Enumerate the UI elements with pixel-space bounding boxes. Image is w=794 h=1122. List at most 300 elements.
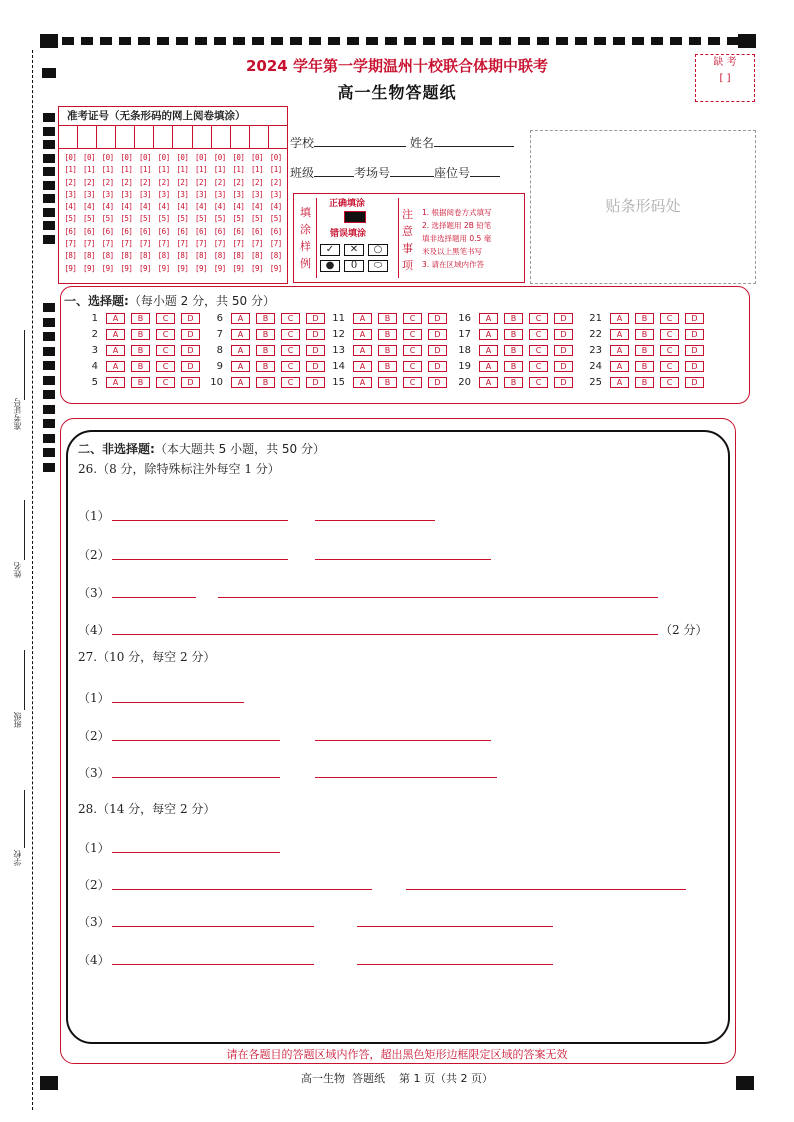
mc-option-bubble[interactable]: B [378, 377, 397, 388]
free-response-area[interactable] [66, 430, 730, 1044]
mc-option-bubble[interactable]: A [479, 313, 498, 324]
mc-option-bubble[interactable]: C [156, 329, 175, 340]
exam-id-bubble[interactable]: [2] [213, 177, 226, 187]
mc-option-bubble[interactable]: C [660, 377, 679, 388]
exam-id-bubble[interactable]: [9] [176, 263, 189, 273]
q26-answer-line[interactable] [315, 520, 435, 521]
q27-blank-2-label: （2） [78, 729, 110, 743]
mc-option-bubble[interactable]: D [181, 313, 200, 324]
mc-option-bubble[interactable]: C [281, 313, 300, 324]
exam-id-bubble[interactable]: [6] [176, 226, 189, 236]
mc-option-bubble[interactable]: D [428, 377, 447, 388]
q28-answer-line[interactable] [112, 964, 314, 965]
exam-id-bubble[interactable]: [4] [176, 202, 189, 212]
exam-id-bubble[interactable]: [2] [195, 177, 208, 187]
mc-option-bubble[interactable]: A [353, 361, 372, 372]
exam-id-bubbles[interactable] [59, 149, 287, 275]
exam-id-bubble[interactable]: [7] [101, 239, 114, 249]
mc-question-8[interactable] [209, 345, 331, 356]
exam-id-bubble[interactable]: [5] [176, 214, 189, 224]
side-label-class: 班级 [13, 712, 22, 728]
exam-id-bubble[interactable]: [3] [232, 189, 245, 199]
mc-option-bubble[interactable]: B [131, 329, 150, 340]
exam-id-digit-row[interactable] [59, 213, 287, 225]
mc-option-bubble[interactable]: C [529, 329, 548, 340]
q27-blank-1-label: （1） [78, 691, 110, 705]
mc-option-bubble[interactable]: A [231, 345, 250, 356]
mc-option-bubble[interactable]: C [660, 345, 679, 356]
exam-id-bubble[interactable]: [2] [139, 177, 152, 187]
exam-id-bubble[interactable]: [2] [82, 177, 96, 187]
exam-id-bubble[interactable]: [4] [82, 202, 96, 212]
mc-option-bubble[interactable]: B [131, 377, 150, 388]
mc-option-bubble[interactable]: D [685, 361, 704, 372]
mc-option-bubble[interactable]: D [306, 313, 325, 324]
mc-option-bubble[interactable]: A [610, 313, 629, 324]
mc-question-number: 24 [589, 361, 602, 372]
mc-option-bubble[interactable]: A [610, 345, 629, 356]
mc-option-bubble[interactable]: D [428, 345, 447, 356]
mc-option-bubble[interactable]: C [156, 345, 175, 356]
mc-question-2[interactable] [84, 329, 206, 340]
exam-id-bubble[interactable]: [5] [213, 214, 226, 224]
mc-option-bubble[interactable]: A [106, 377, 125, 388]
exam-id-bubble[interactable]: [2] [176, 177, 189, 187]
mc-option-bubble[interactable]: D [306, 329, 325, 340]
exam-id-bubble[interactable]: [4] [120, 202, 133, 212]
exam-id-bubble[interactable]: [3] [64, 189, 77, 199]
mc-question-19[interactable] [457, 361, 579, 372]
exam-id-bubble[interactable]: [9] [64, 263, 77, 273]
mc-option-bubble[interactable]: D [554, 313, 573, 324]
mc-question-number: 22 [589, 329, 602, 340]
mc-option-bubble[interactable]: A [353, 313, 372, 324]
mc-option-bubble[interactable]: B [256, 313, 275, 324]
mc-option-bubble[interactable]: A [231, 313, 250, 324]
mc-option-bubble[interactable]: D [554, 361, 573, 372]
exam-id-bubble[interactable]: [7] [269, 239, 282, 249]
exam-id-bubble[interactable]: [2] [232, 177, 245, 187]
exam-id-bubble[interactable]: [0] [213, 153, 226, 162]
exam-id-bubble[interactable]: [2] [251, 177, 264, 187]
exam-id-bubble[interactable]: [9] [232, 263, 245, 273]
mc-question-18[interactable] [457, 345, 579, 356]
mc-option-bubble[interactable]: B [635, 329, 654, 340]
mc-option-bubble[interactable]: D [428, 361, 447, 372]
exam-id-bubble[interactable]: [9] [195, 263, 208, 273]
mc-option-bubble[interactable]: C [529, 361, 548, 372]
mc-option-bubble[interactable]: D [306, 377, 325, 388]
exam-id-bubble[interactable]: [9] [120, 263, 133, 273]
exam-id-bubble[interactable]: [1] [82, 165, 96, 175]
exam-id-bubble[interactable]: [2] [269, 177, 282, 187]
mc-option-bubble[interactable]: C [403, 313, 422, 324]
mc-question-25[interactable] [588, 377, 710, 388]
exam-id-bubble[interactable]: [8] [176, 251, 189, 261]
mc-question-number: 23 [589, 345, 602, 356]
exam-id-bubble[interactable]: [2] [157, 177, 170, 187]
exam-id-bubble[interactable]: [3] [157, 189, 170, 199]
mc-option-bubble[interactable]: D [554, 329, 573, 340]
mc-option-bubble[interactable]: B [378, 361, 397, 372]
exam-id-bubble[interactable]: [7] [176, 239, 189, 249]
mc-option-bubble[interactable]: B [378, 313, 397, 324]
exam-id-bubble[interactable]: [9] [251, 263, 264, 273]
exam-id-bubble[interactable]: [3] [82, 189, 96, 199]
q27-answer-line[interactable] [315, 777, 497, 778]
exam-id-bubble[interactable]: [6] [232, 226, 245, 236]
q27-answer-line[interactable] [112, 702, 244, 703]
q26-answer-line[interactable] [315, 559, 491, 560]
mc-option-bubble[interactable]: C [403, 377, 422, 388]
exam-id-digit-row[interactable] [59, 201, 287, 213]
mc-option-bubble[interactable]: C [403, 361, 422, 372]
mc-option-bubble[interactable]: C [660, 361, 679, 372]
exam-id-bubble[interactable]: [7] [82, 239, 96, 249]
exam-id-bubble[interactable]: [8] [101, 251, 114, 261]
exam-id-bubble[interactable]: [8] [213, 251, 226, 261]
exam-id-bubble[interactable]: [6] [195, 226, 208, 236]
q26-answer-line[interactable] [218, 597, 658, 598]
q28-answer-line[interactable] [112, 889, 372, 890]
exam-id-bubble[interactable]: [4] [157, 202, 170, 212]
exam-id-bubble[interactable]: [1] [120, 165, 133, 175]
mc-option-bubble[interactable]: B [635, 361, 654, 372]
mc-option-bubble[interactable]: B [131, 361, 150, 372]
exam-id-bubble[interactable]: [8] [82, 251, 96, 261]
mc-option-bubble[interactable]: D [554, 345, 573, 356]
mc-option-bubble[interactable]: D [181, 361, 200, 372]
mc-question-22[interactable] [588, 329, 710, 340]
mc-option-bubble[interactable]: A [231, 361, 250, 372]
q26-blank-1-label: （1） [78, 509, 110, 523]
q26-answer-line[interactable] [112, 520, 288, 521]
exam-id-bubble[interactable]: [4] [251, 202, 264, 212]
mc-option-bubble[interactable]: A [479, 377, 498, 388]
exam-id-bubble[interactable]: [1] [195, 165, 208, 175]
mc-option-bubble[interactable]: B [256, 345, 275, 356]
exam-id-bubble[interactable]: [0] [139, 153, 152, 162]
mc-option-bubble[interactable]: A [106, 361, 125, 372]
mc-option-bubble[interactable]: A [610, 377, 629, 388]
mc-option-bubble[interactable]: D [181, 329, 200, 340]
mc-option-bubble[interactable]: B [635, 313, 654, 324]
exam-id-bubble[interactable]: [9] [101, 263, 114, 273]
exam-id-bubble[interactable]: [6] [64, 226, 77, 236]
q26-answer-line[interactable] [112, 634, 658, 635]
exam-id-bubble[interactable]: [5] [157, 214, 170, 224]
mc-option-bubble[interactable]: A [479, 329, 498, 340]
exam-room-label: 考场号 [354, 166, 391, 180]
q28-answer-line[interactable] [406, 889, 686, 890]
timing-mark [43, 113, 55, 122]
notes-divider [398, 198, 399, 278]
mc-option-bubble[interactable]: C [403, 345, 422, 356]
timing-mark [43, 140, 55, 149]
mc-option-bubble[interactable]: D [306, 345, 325, 356]
mc-question-20[interactable] [457, 377, 579, 388]
mc-option-bubble[interactable]: C [281, 377, 300, 388]
mc-question-7[interactable] [209, 329, 331, 340]
q28-answer-line[interactable] [112, 926, 314, 927]
mc-option-bubble[interactable]: C [403, 329, 422, 340]
exam-id-bubble[interactable]: [0] [251, 153, 264, 162]
mc-option-bubble[interactable]: B [504, 329, 523, 340]
mc-option-bubble[interactable]: C [281, 361, 300, 372]
exam-id-bubble[interactable]: [0] [120, 153, 133, 162]
mc-option-bubble[interactable]: D [181, 345, 200, 356]
side-label-id: 准考证号 [13, 398, 22, 430]
exam-id-digit-row[interactable] [59, 226, 287, 238]
mc-option-bubble[interactable]: B [504, 313, 523, 324]
mc-option-bubble[interactable]: B [378, 329, 397, 340]
mc-option-bubble[interactable]: B [635, 377, 654, 388]
exam-id-bubble[interactable]: [4] [101, 202, 114, 212]
exam-id-bubble[interactable]: [1] [157, 165, 170, 175]
mc-question-16[interactable] [457, 313, 579, 324]
mc-option-bubble[interactable]: D [554, 377, 573, 388]
exam-id-bubble[interactable]: [4] [213, 202, 226, 212]
exam-id-bubble[interactable]: [0] [195, 153, 208, 162]
exam-id-bubble[interactable]: [3] [101, 189, 114, 199]
exam-id-bubble[interactable]: [9] [82, 263, 96, 273]
timing-mark [43, 419, 55, 428]
exam-id-bubble[interactable]: [0] [64, 153, 77, 162]
class-field[interactable] [290, 164, 500, 181]
exam-id-bubble[interactable]: [6] [120, 226, 133, 236]
q27-answer-line[interactable] [112, 777, 280, 778]
exam-id-write-cells[interactable] [59, 126, 287, 149]
mc-option-bubble[interactable]: D [181, 377, 200, 388]
exam-id-bubble[interactable]: [6] [82, 226, 96, 236]
mc-question-number: 16 [458, 313, 471, 324]
mc-question-3[interactable] [84, 345, 206, 356]
exam-id-bubble[interactable]: [0] [232, 153, 245, 162]
mc-option-bubble[interactable]: A [353, 329, 372, 340]
mc-question-21[interactable] [588, 313, 710, 324]
q27-answer-line[interactable] [112, 740, 280, 741]
mc-option-bubble[interactable]: B [504, 377, 523, 388]
mc-option-bubble[interactable]: D [306, 361, 325, 372]
correct-fill-mark [344, 211, 366, 223]
exam-id-bubble[interactable]: [9] [139, 263, 152, 273]
mc-question-10[interactable] [209, 377, 331, 388]
exam-id-bubble[interactable]: [7] [195, 239, 208, 249]
mc-question-6[interactable] [209, 313, 331, 324]
exam-id-bubble[interactable]: [9] [157, 263, 170, 273]
mc-option-bubble[interactable]: A [479, 345, 498, 356]
exam-id-bubble[interactable]: [5] [101, 214, 114, 224]
exam-id-bubble[interactable]: [7] [120, 239, 133, 249]
exam-id-bubble[interactable]: [6] [157, 226, 170, 236]
exam-id-bubble[interactable]: [1] [232, 165, 245, 175]
mc-question-17[interactable] [457, 329, 579, 340]
mc-question-24[interactable] [588, 361, 710, 372]
exam-id-bubble[interactable]: [5] [195, 214, 208, 224]
exam-id-bubble[interactable]: [0] [176, 153, 189, 162]
mc-option-bubble[interactable]: D [685, 329, 704, 340]
exam-id-bubble[interactable]: [3] [139, 189, 152, 199]
exam-id-digit-row[interactable] [59, 164, 287, 176]
exam-id-bubble[interactable]: [4] [64, 202, 77, 212]
q28-answer-line[interactable] [112, 852, 280, 853]
mc-question-14[interactable] [331, 361, 453, 372]
exam-id-digit-row[interactable] [59, 189, 287, 201]
exam-id-bubble[interactable]: [5] [82, 214, 96, 224]
exam-id-bubble[interactable]: [4] [232, 202, 245, 212]
exam-id-bubble[interactable]: [6] [139, 226, 152, 236]
mc-option-bubble[interactable]: A [479, 361, 498, 372]
exam-id-bubble[interactable]: [5] [139, 214, 152, 224]
q28-answer-line[interactable] [357, 926, 553, 927]
mc-option-bubble[interactable]: C [281, 329, 300, 340]
mc-option-bubble[interactable]: B [131, 313, 150, 324]
exam-id-bubble[interactable]: [7] [213, 239, 226, 249]
correct-fill-label: 正确填涂 [329, 199, 366, 209]
exam-id-bubble[interactable]: [6] [101, 226, 114, 236]
exam-id-bubble[interactable]: [8] [120, 251, 133, 261]
mc-option-bubble[interactable]: D [428, 329, 447, 340]
exam-id-bubble[interactable]: [3] [213, 189, 226, 199]
exam-id-bubble[interactable]: [5] [232, 214, 245, 224]
exam-id-bubble[interactable]: [8] [157, 251, 170, 261]
q28-answer-line[interactable] [357, 964, 553, 965]
mc-question-9[interactable] [209, 361, 331, 372]
exam-id-bubble[interactable]: [1] [64, 165, 77, 175]
exam-id-bubble[interactable]: [5] [251, 214, 264, 224]
exam-id-bubble[interactable]: [2] [101, 177, 114, 187]
exam-id-bubble[interactable]: [8] [251, 251, 264, 261]
exam-id-bubble[interactable]: [8] [64, 251, 77, 261]
exam-id-bubble[interactable]: [7] [251, 239, 264, 249]
q26-answer-line[interactable] [112, 597, 196, 598]
exam-id-bubble[interactable]: [1] [269, 165, 282, 175]
exam-id-bubble[interactable]: [0] [101, 153, 114, 162]
exam-id-bubble[interactable]: [4] [195, 202, 208, 212]
exam-id-bubble[interactable]: [0] [269, 153, 282, 162]
mc-option-bubble[interactable]: A [231, 377, 250, 388]
mc-option-bubble[interactable]: A [610, 329, 629, 340]
exam-id-bubble[interactable]: [1] [251, 165, 264, 175]
exam-id-bubble[interactable]: [4] [269, 202, 282, 212]
exam-id-bubble[interactable]: [3] [176, 189, 189, 199]
mc-question-11[interactable] [331, 313, 453, 324]
mc-option-bubble[interactable]: A [353, 377, 372, 388]
exam-id-bubble[interactable]: [3] [195, 189, 208, 199]
mc-option-bubble[interactable]: A [106, 345, 125, 356]
mc-option-bubble[interactable]: A [231, 329, 250, 340]
mc-question-number: 10 [210, 377, 223, 388]
mc-option-bubble[interactable]: C [156, 313, 175, 324]
mc-option-bubble[interactable]: A [106, 313, 125, 324]
mc-option-bubble[interactable]: A [353, 345, 372, 356]
absent-checkbox[interactable]: [ ] [719, 73, 731, 84]
exam-id-bubble[interactable]: [3] [251, 189, 264, 199]
exam-id-digit-row[interactable] [59, 238, 287, 250]
mc-option-bubble[interactable]: C [660, 329, 679, 340]
mc-option-bubble[interactable]: B [504, 345, 523, 356]
mc-option-bubble[interactable]: C [529, 313, 548, 324]
exam-id-bubble[interactable]: [1] [213, 165, 226, 175]
mc-option-bubble[interactable]: D [685, 313, 704, 324]
exam-id-digit-row[interactable] [59, 177, 287, 189]
exam-id-bubble[interactable]: [8] [139, 251, 152, 261]
exam-id-bubble[interactable]: [2] [64, 177, 77, 187]
mc-question-4[interactable] [84, 361, 206, 372]
exam-id-bubble[interactable]: [5] [64, 214, 77, 224]
exam-id-bubble[interactable]: [7] [157, 239, 170, 249]
exam-id-bubble[interactable]: [0] [157, 153, 170, 162]
mc-option-bubble[interactable]: C [529, 345, 548, 356]
mc-option-bubble[interactable]: D [685, 345, 704, 356]
mc-question-5[interactable] [84, 377, 206, 388]
exam-id-digit-row[interactable] [59, 152, 287, 164]
exam-id-digit-row[interactable] [59, 263, 287, 275]
exam-id-bubble[interactable]: [1] [139, 165, 152, 175]
exam-id-bubble[interactable]: [7] [139, 239, 152, 249]
mc-question-1[interactable] [84, 313, 206, 324]
exam-id-bubble[interactable]: [1] [101, 165, 114, 175]
mc-option-bubble[interactable]: B [256, 329, 275, 340]
mc-question-12[interactable] [331, 329, 453, 340]
mc-option-bubble[interactable]: B [378, 345, 397, 356]
mc-option-bubble[interactable]: D [685, 377, 704, 388]
exam-id-bubble[interactable]: [6] [269, 226, 282, 236]
exam-id-bubble[interactable]: [8] [195, 251, 208, 261]
exam-id-bubble[interactable]: [4] [139, 202, 152, 212]
exam-id-box[interactable] [58, 106, 288, 284]
exam-id-bubble[interactable]: [2] [120, 177, 133, 187]
absent-box[interactable] [695, 54, 755, 102]
exam-id-bubble[interactable]: [8] [232, 251, 245, 261]
exam-id-bubble[interactable]: [7] [232, 239, 245, 249]
exam-id-digit-row[interactable] [59, 250, 287, 262]
mc-question-23[interactable] [588, 345, 710, 356]
mc-option-bubble[interactable]: C [156, 377, 175, 388]
mc-question-15[interactable] [331, 377, 453, 388]
exam-id-bubble[interactable]: [6] [251, 226, 264, 236]
q26-blank-4-label: （4） [78, 623, 110, 637]
mc-option-bubble[interactable]: B [635, 345, 654, 356]
q26-answer-line[interactable] [112, 559, 288, 560]
exam-id-bubble[interactable]: [3] [120, 189, 133, 199]
q27-answer-line[interactable] [315, 740, 491, 741]
mc-option-bubble[interactable]: B [504, 361, 523, 372]
mc-option-bubble[interactable]: C [529, 377, 548, 388]
exam-id-bubble[interactable]: [0] [82, 153, 96, 162]
mc-question-13[interactable] [331, 345, 453, 356]
mc-option-bubble[interactable]: A [610, 361, 629, 372]
mc-option-bubble[interactable]: A [106, 329, 125, 340]
mc-option-bubble[interactable]: B [131, 345, 150, 356]
mc-option-bubble[interactable]: B [256, 361, 275, 372]
mc-option-bubble[interactable]: C [156, 361, 175, 372]
exam-id-bubble[interactable]: [8] [269, 251, 282, 261]
exam-id-bubble[interactable]: [3] [269, 189, 282, 199]
exam-id-bubble[interactable]: [1] [176, 165, 189, 175]
exam-id-bubble[interactable]: [5] [269, 214, 282, 224]
mc-option-bubble[interactable]: D [428, 313, 447, 324]
mc-option-bubble[interactable]: C [281, 345, 300, 356]
exam-id-bubble[interactable]: [9] [213, 263, 226, 273]
exam-id-bubble[interactable]: [7] [64, 239, 77, 249]
school-field[interactable] [290, 134, 514, 151]
mc-option-bubble[interactable]: B [256, 377, 275, 388]
exam-id-bubble[interactable]: [5] [120, 214, 133, 224]
exam-id-bubble[interactable]: [6] [213, 226, 226, 236]
mc-option-bubble[interactable]: C [660, 313, 679, 324]
exam-id-bubble[interactable]: [9] [269, 263, 282, 273]
